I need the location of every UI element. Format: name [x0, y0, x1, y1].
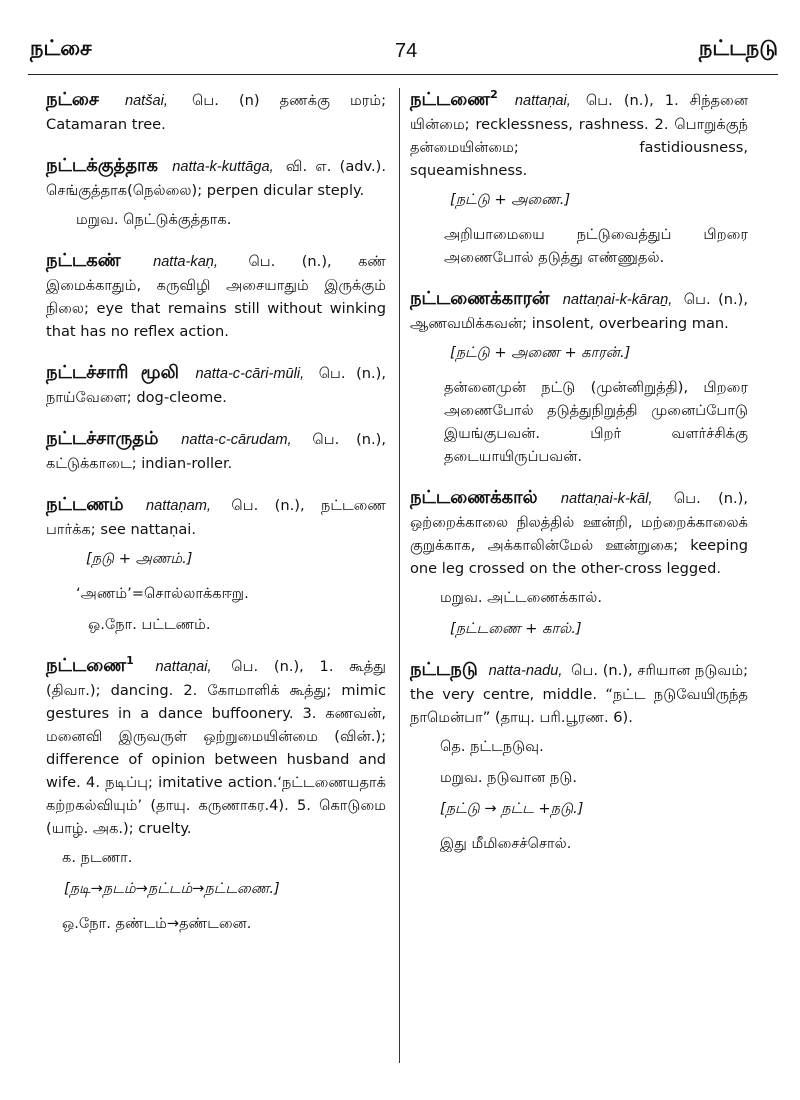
page-header [30, 36, 778, 70]
dictionary-entry [410, 287, 748, 468]
definition: பெ. (n.), சரியான நடுவம்; the very centre, middle. “நட்ட நடுவேயிருந்த நாமென்பா” (தாயு. பரி.பூரண. 6). [410, 662, 748, 726]
column-divider [399, 88, 400, 1063]
compare-note: ஒ.நோ. பட்டணம். [88, 616, 211, 633]
definition: வி. எ. (adv.). செங்குத்தாக(நெல்லை); perpen dicular steply. [46, 158, 387, 199]
synonym-note: மறுவ. நடுவான நடு. [440, 769, 577, 786]
headword [410, 89, 498, 110]
homonym-number: 2 [490, 88, 498, 101]
definition: பெ. (n.), ஆணவமிக்கவன்; insolent, overbearing man. [410, 291, 749, 332]
definition: பெ. (n.), நாய்வேளை; dog-cleome. [46, 365, 387, 406]
definition: பெ. (n.), ஒற்றைக்காலை நிலத்தில் ஊன்றி, மற்றைக்காலைக் குறுக்காக, அக்காலின்மேல் ஊன்றுகை; keeping one leg crossed on the other-cross legged. [410, 490, 748, 577]
dictionary-entry [46, 493, 386, 636]
dictionary-entry [46, 654, 386, 935]
etymology: [நட்டு + அணை.] [450, 191, 571, 208]
etymology: [நட்டு → நட்ட +நடு.] [440, 800, 584, 817]
explanation: தன்னைமுன் நட்டு (முன்னிறுத்தி), பிறரை அணைபோல் தடுத்துநிறுத்தி முனைப்போடு இயங்குபவன். பிறர் வளர்ச்சிக்கு தடையாயிருப்பவன். [444, 379, 748, 465]
headword: நட்டச்சாருதம் [46, 428, 159, 449]
definition: பெ. (n) தணக்கு மரம்; Catamaran tree. [46, 92, 386, 133]
compare-note: ஒ.நோ. தண்டம்→தண்டனை. [62, 915, 252, 932]
dictionary-entry [410, 88, 748, 269]
headword: நட்டணம் [46, 494, 124, 515]
header-last-word: நட்டநடு [698, 36, 778, 60]
headword: நட்சை [46, 89, 99, 110]
explanation: அறியாமையை நட்டுவைத்துப் பிறரை அணைபோல் தடுத்து எண்ணுதல். [444, 226, 748, 266]
headword [46, 655, 134, 676]
telugu-cognate: தெ. நட்டநடுவு. [440, 738, 544, 755]
dictionary-entry [46, 154, 386, 231]
transliteration: natta-nadu, [488, 663, 563, 679]
dictionary-entry [410, 658, 748, 855]
dictionary-entry [410, 486, 748, 640]
transliteration: nattaṇai-k-kāraṉ, [562, 292, 673, 308]
etymology: [நட்டு + அணை + காரன்.] [450, 344, 631, 361]
headword: நட்டச்சாரி மூலி [46, 362, 179, 383]
headword: நட்டகண் [46, 250, 121, 271]
transliteration: natta-c-cāri-mūli, [195, 366, 305, 382]
headword: நட்டக்குத்தாக [46, 155, 158, 176]
synonym-note: மறுவ. நெட்டுக்குத்தாக. [76, 211, 232, 228]
header-rule [28, 74, 778, 75]
transliteration: nattaṇam, [146, 498, 211, 514]
suffix-note: ‘அணம்’=சொல்லாக்கஈறு. [76, 585, 249, 602]
definition: பெ. (n.), 1. கூத்து (திவா.); dancing. 2. கோமாளிக் கூத்து; mimic gestures in a dance buffoonery. 3. கணவன், மனைவி இருவருள் ஒற்றுமையின்மை (வின்.); difference of opinion between husband and wife. 4. நடிப்பு; imitative action.‘நட்டணையதாக் கற்றகல்வியும்’ (தாயு. கருணாகர.4). 5. கொடுமை (யாழ். அக.); cruelty. [46, 658, 387, 837]
etymology: [நடு + அணம்.] [86, 550, 193, 567]
left-column [46, 88, 386, 953]
dictionary-entry [46, 249, 386, 343]
etymology: [நடி→நடம்→நட்டம்→நட்டணை.] [64, 880, 280, 897]
usage-note: இது மீமிசைச்சொல். [440, 835, 572, 852]
synonym-note: மறுவ. அட்டணைக்கால். [440, 589, 603, 606]
dictionary-entry [46, 427, 386, 475]
definition: பெ. (n.), கண் இமைக்காதும், கருவிழி அசையாதும் இருக்கும் நிலை; eye that remains still without winking that has no reflex action. [46, 253, 387, 340]
transliteration: nattaṇai-k-kāl, [560, 491, 653, 507]
headword: நட்டணைக்கால் [410, 487, 538, 508]
transliteration: natta-k-kuttāga, [172, 159, 274, 175]
headword-text: நட்டணை [46, 655, 127, 676]
etymology: [நட்டணை + கால்.] [450, 620, 582, 637]
dictionary-entry [46, 88, 386, 136]
headword-text: நட்டணை [410, 89, 491, 110]
right-column [410, 88, 748, 873]
transliteration: natta-kaṇ, [153, 254, 218, 270]
headword: நட்டணைக்காரன் [410, 288, 550, 309]
dictionary-entry [46, 361, 386, 409]
transliteration: nattaṇai, [514, 93, 571, 109]
homonym-number: 1 [126, 654, 134, 667]
transliteration: nattaṇai, [155, 659, 212, 675]
page-number: 74 [395, 40, 418, 62]
definition: பெ. (n.), 1. சிந்தனை யின்மை; recklessness, rashness. 2. பொறுக்குந் தன்மையின்மை; fastidiousness, squeamishness. [410, 92, 749, 179]
header-first-word: நட்சை [30, 36, 92, 60]
transliteration: natšai, [124, 93, 168, 109]
kannada-cognate: க. நடணா. [62, 849, 133, 866]
transliteration: natta-c-cārudam, [181, 432, 292, 448]
headword: நட்டநடு [410, 659, 478, 680]
definition: பெ. (n.), நட்டணை பார்க்க; see nattaṇai. [46, 497, 386, 538]
definition: பெ. (n.), கட்டுக்காடை; indian-roller. [46, 431, 386, 472]
